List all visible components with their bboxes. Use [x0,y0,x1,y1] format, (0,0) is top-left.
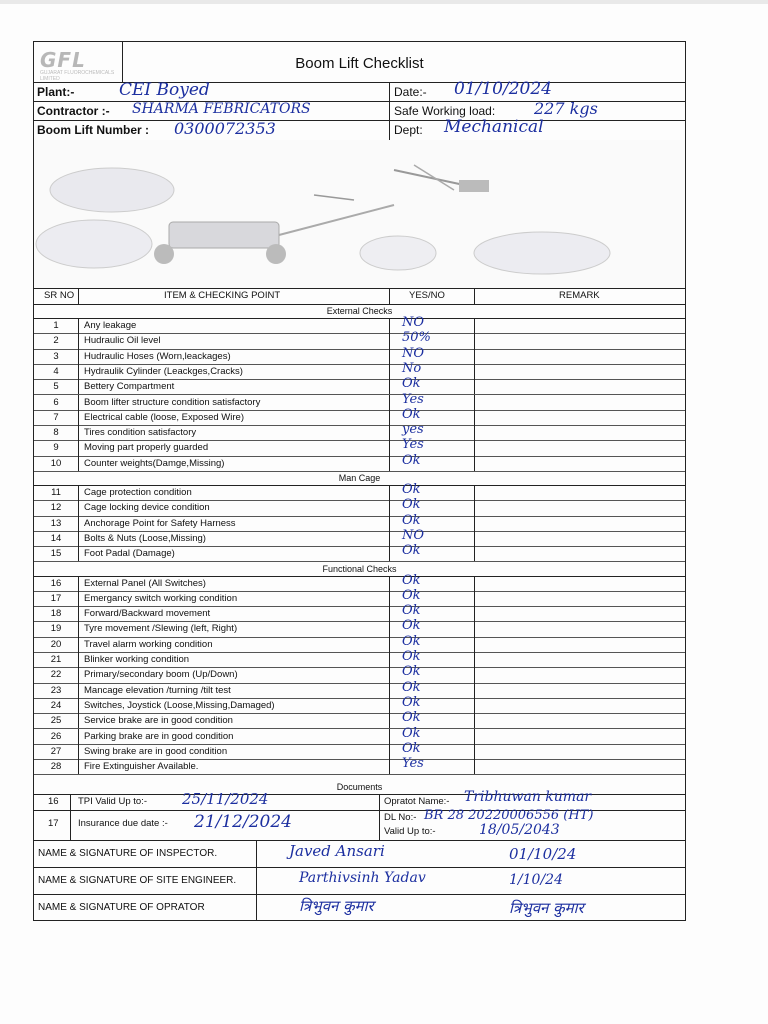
row-number: 20 [50,638,62,650]
plant-value: CEI Boyed [119,80,210,100]
doc-no: 16 [48,796,59,807]
row-yesno: Ok [402,482,421,497]
sig-row-inspector [34,840,685,868]
row-item: Moving part properly guarded [84,442,209,454]
engineer-label: NAME & SIGNATURE OF SITE ENGINEER. [38,875,237,886]
table-row [34,376,685,395]
engineer-signature: Parthivsinh Yadav [299,870,426,886]
table-row [34,679,685,699]
row-number: 16 [50,577,62,589]
valid-value: 18/05/2043 [479,822,560,838]
table-row [34,315,685,334]
row-item: Bettery Compartment [84,381,175,393]
sig-row-engineer [34,867,685,895]
boom-lift-image [34,140,685,288]
row-item: Hudraulic Hoses (Worn,leackages) [84,350,231,362]
row-yesno: Ok [402,710,421,726]
row-number: 25 [50,715,62,727]
row-yesno: Ok [402,633,421,649]
row-yesno: Ok [402,587,421,603]
table-row [34,618,685,637]
table-row [34,603,685,622]
operator-signature: त्रिभुवन कुमार [509,899,584,917]
row-item: Emergancy switch working condition [84,592,238,604]
row-number: 7 [53,411,59,423]
row-item: Cage locking device condition [84,502,210,514]
table-header [34,288,685,305]
row-number: 18 [50,608,62,620]
row-item: Any leakage [84,320,137,331]
row-number: 13 [50,517,62,529]
row-item: Swing brake are in good condition [84,745,228,757]
table-row [34,633,685,653]
safe-load-value: 227 kgs [534,99,598,118]
row-number: 17 [50,592,62,604]
row-yesno: 50% [402,330,431,346]
table-row [34,740,685,760]
row-item: Electrical cable (loose, Exposed Wire) [84,411,244,423]
row-yesno: Ok [402,618,421,634]
row-yesno: Ok [402,452,421,468]
row-yesno: Yes [402,437,424,453]
section-title: External Checks [34,304,685,319]
row-yesno: Ok [402,497,421,513]
row-number: 21 [50,654,62,665]
date-value: 01/10/2024 [454,79,552,99]
doc-no: 17 [48,818,59,829]
row-number: 10 [50,457,62,469]
row-yesno: Yes [402,756,424,772]
boom-number-value: 0300072353 [174,119,276,138]
info-block [34,79,685,141]
row-number: 6 [53,396,59,408]
row-yesno: No [402,360,422,376]
table-row [34,391,685,411]
logo-subtext: GUJARAT FLUOROCHEMICALS LIMITED [40,70,115,82]
table-row [34,422,685,441]
row-item: Service brake are in good condition [84,715,233,727]
table-row [34,452,685,472]
tpi-label: TPI Valid Up to:- [78,796,147,807]
row-number: 23 [50,684,62,696]
row-item: Primary/secondary boom (Up/Down) [84,669,238,681]
table-row [34,330,685,349]
dept-value: Mechanical [444,117,544,137]
operator-name-label: Opratot Name:- [384,796,450,807]
inspector-date: 01/10/24 [509,845,577,863]
sig-row-operator [34,894,685,920]
row-yesno: Ok [402,679,421,695]
tpi-value: 25/11/2024 [182,790,269,808]
row-item: Boom lifter structure condition satisfactory [84,396,261,408]
logo-text: GFL [40,48,86,72]
section-title: Functional Checks [34,562,685,577]
page-edge [0,0,768,4]
table-row [34,437,685,456]
table-row [34,572,685,592]
row-yesno: Ok [402,740,421,756]
doc-row-insurance [34,810,685,841]
row-yesno: Yes [402,391,424,407]
table-row [34,587,685,607]
inspector-label: NAME & SIGNATURE OF INSPECTOR. [38,848,218,859]
table-row [34,664,685,683]
row-yesno: Ok [402,376,421,392]
dl-label: DL No:- [384,812,417,823]
row-yesno: Ok [402,694,421,710]
table-row [34,482,685,501]
row-yesno: Ok [402,406,421,422]
dl-value: BR 28 20220006556 (HT) [424,808,594,823]
insurance-label: Insurance due date :- [78,818,168,829]
date-label: Date:- [394,85,427,99]
header [34,42,685,83]
row-number: 5 [53,381,59,393]
row-number: 2 [53,335,59,347]
contractor-label: Contractor :- [37,104,110,118]
row-yesno: NO [402,527,425,543]
row-number: 28 [50,761,62,773]
row-item: Foot Padal (Damage) [84,548,175,560]
insurance-value: 21/12/2024 [194,812,292,832]
row-yesno: Ok [402,512,421,528]
row-item: Bolts & Nuts (Loose,Missing) [84,532,206,544]
col-srno: SR NO [44,290,75,301]
inspector-signature: Javed Ansari [289,842,385,860]
table-row [34,345,685,365]
table-row [34,543,685,562]
row-yesno: NO [402,315,425,330]
row-item: Cage protection condition [84,487,192,498]
operator-name-value: Tribhuwan kumar [464,789,592,805]
row-item: Anchorage Point for Safety Harness [84,517,236,529]
section-documents: Documents [34,780,685,795]
row-yesno: Ok [402,603,421,619]
row-item: Hudraulic Oil level [84,335,161,347]
table-row [34,527,685,547]
table-row [34,406,685,426]
valid-label: Valid Up to:- [384,826,436,837]
plant-label: Plant:- [37,85,75,99]
table-row [34,710,685,729]
row-number: 4 [53,365,59,377]
operator-name-signature: त्रिभुवन कुमार [299,897,374,915]
col-yesno: YES/NO [409,290,445,301]
row-item: Tyre movement /Slewing (left, Right) [84,623,238,635]
table-row [34,694,685,714]
row-item: External Panel (All Switches) [84,577,206,589]
row-item: Mancage elevation /turning /tilt test [84,684,231,696]
safe-load-label: Safe Working load: [394,104,496,118]
col-remark: REMARK [559,290,600,301]
contractor-value: SHARMA FEBRICATORS [132,101,311,117]
row-item: Switches, Joystick (Loose,Missing,Damaged) [84,699,275,711]
row-item: Forward/Backward movement [84,608,211,620]
row-number: 11 [51,487,61,498]
row-item: Tires condition satisfactory [84,427,197,439]
page-title: Boom Lift Checklist [295,55,424,72]
row-item: Blinker working condition [84,654,190,665]
row-item: Hydraulik Cylinder (Leackges,Cracks) [84,365,243,377]
row-yesno: Ok [402,725,421,741]
table-row [34,725,685,745]
row-item: Counter weights(Damge,Missing) [84,457,225,469]
row-item: Travel alarm working condition [84,638,213,650]
row-yesno: Ok [402,572,421,588]
row-number: 12 [50,502,62,514]
row-yesno: yes [402,422,424,438]
table-row [34,512,685,532]
row-number: 19 [50,623,62,635]
row-number: 15 [50,548,62,560]
boom-lift-photo [34,140,685,289]
row-yesno: NO [402,345,425,361]
row-number: 27 [50,745,62,757]
row-number: 26 [50,730,62,742]
table-row [34,497,685,516]
row-number: 22 [50,669,62,681]
section-title: Man Cage [34,471,685,486]
table-row [34,649,685,668]
table-row [34,360,685,380]
checklist-sheet [33,41,686,921]
row-number: 1 [53,320,59,331]
row-item: Parking brake are in good condition [84,730,234,742]
row-yesno: Ok [402,649,421,664]
row-number: 9 [53,442,59,454]
row-item: Fire Extinguisher Available. [84,761,199,773]
engineer-date: 1/10/24 [509,872,563,888]
row-yesno: Ok [402,543,421,559]
row-yesno: Ok [402,664,421,680]
boom-number-label: Boom Lift Number : [37,123,149,137]
operator-label: NAME & SIGNATURE OF OPRATOR [38,902,205,913]
table-row [34,756,685,775]
row-number: 24 [50,699,62,711]
row-number: 14 [50,532,62,544]
dept-label: Dept: [394,123,423,137]
row-number: 3 [53,350,59,362]
col-item: ITEM & CHECKING POINT [164,290,281,301]
row-number: 8 [53,427,59,439]
